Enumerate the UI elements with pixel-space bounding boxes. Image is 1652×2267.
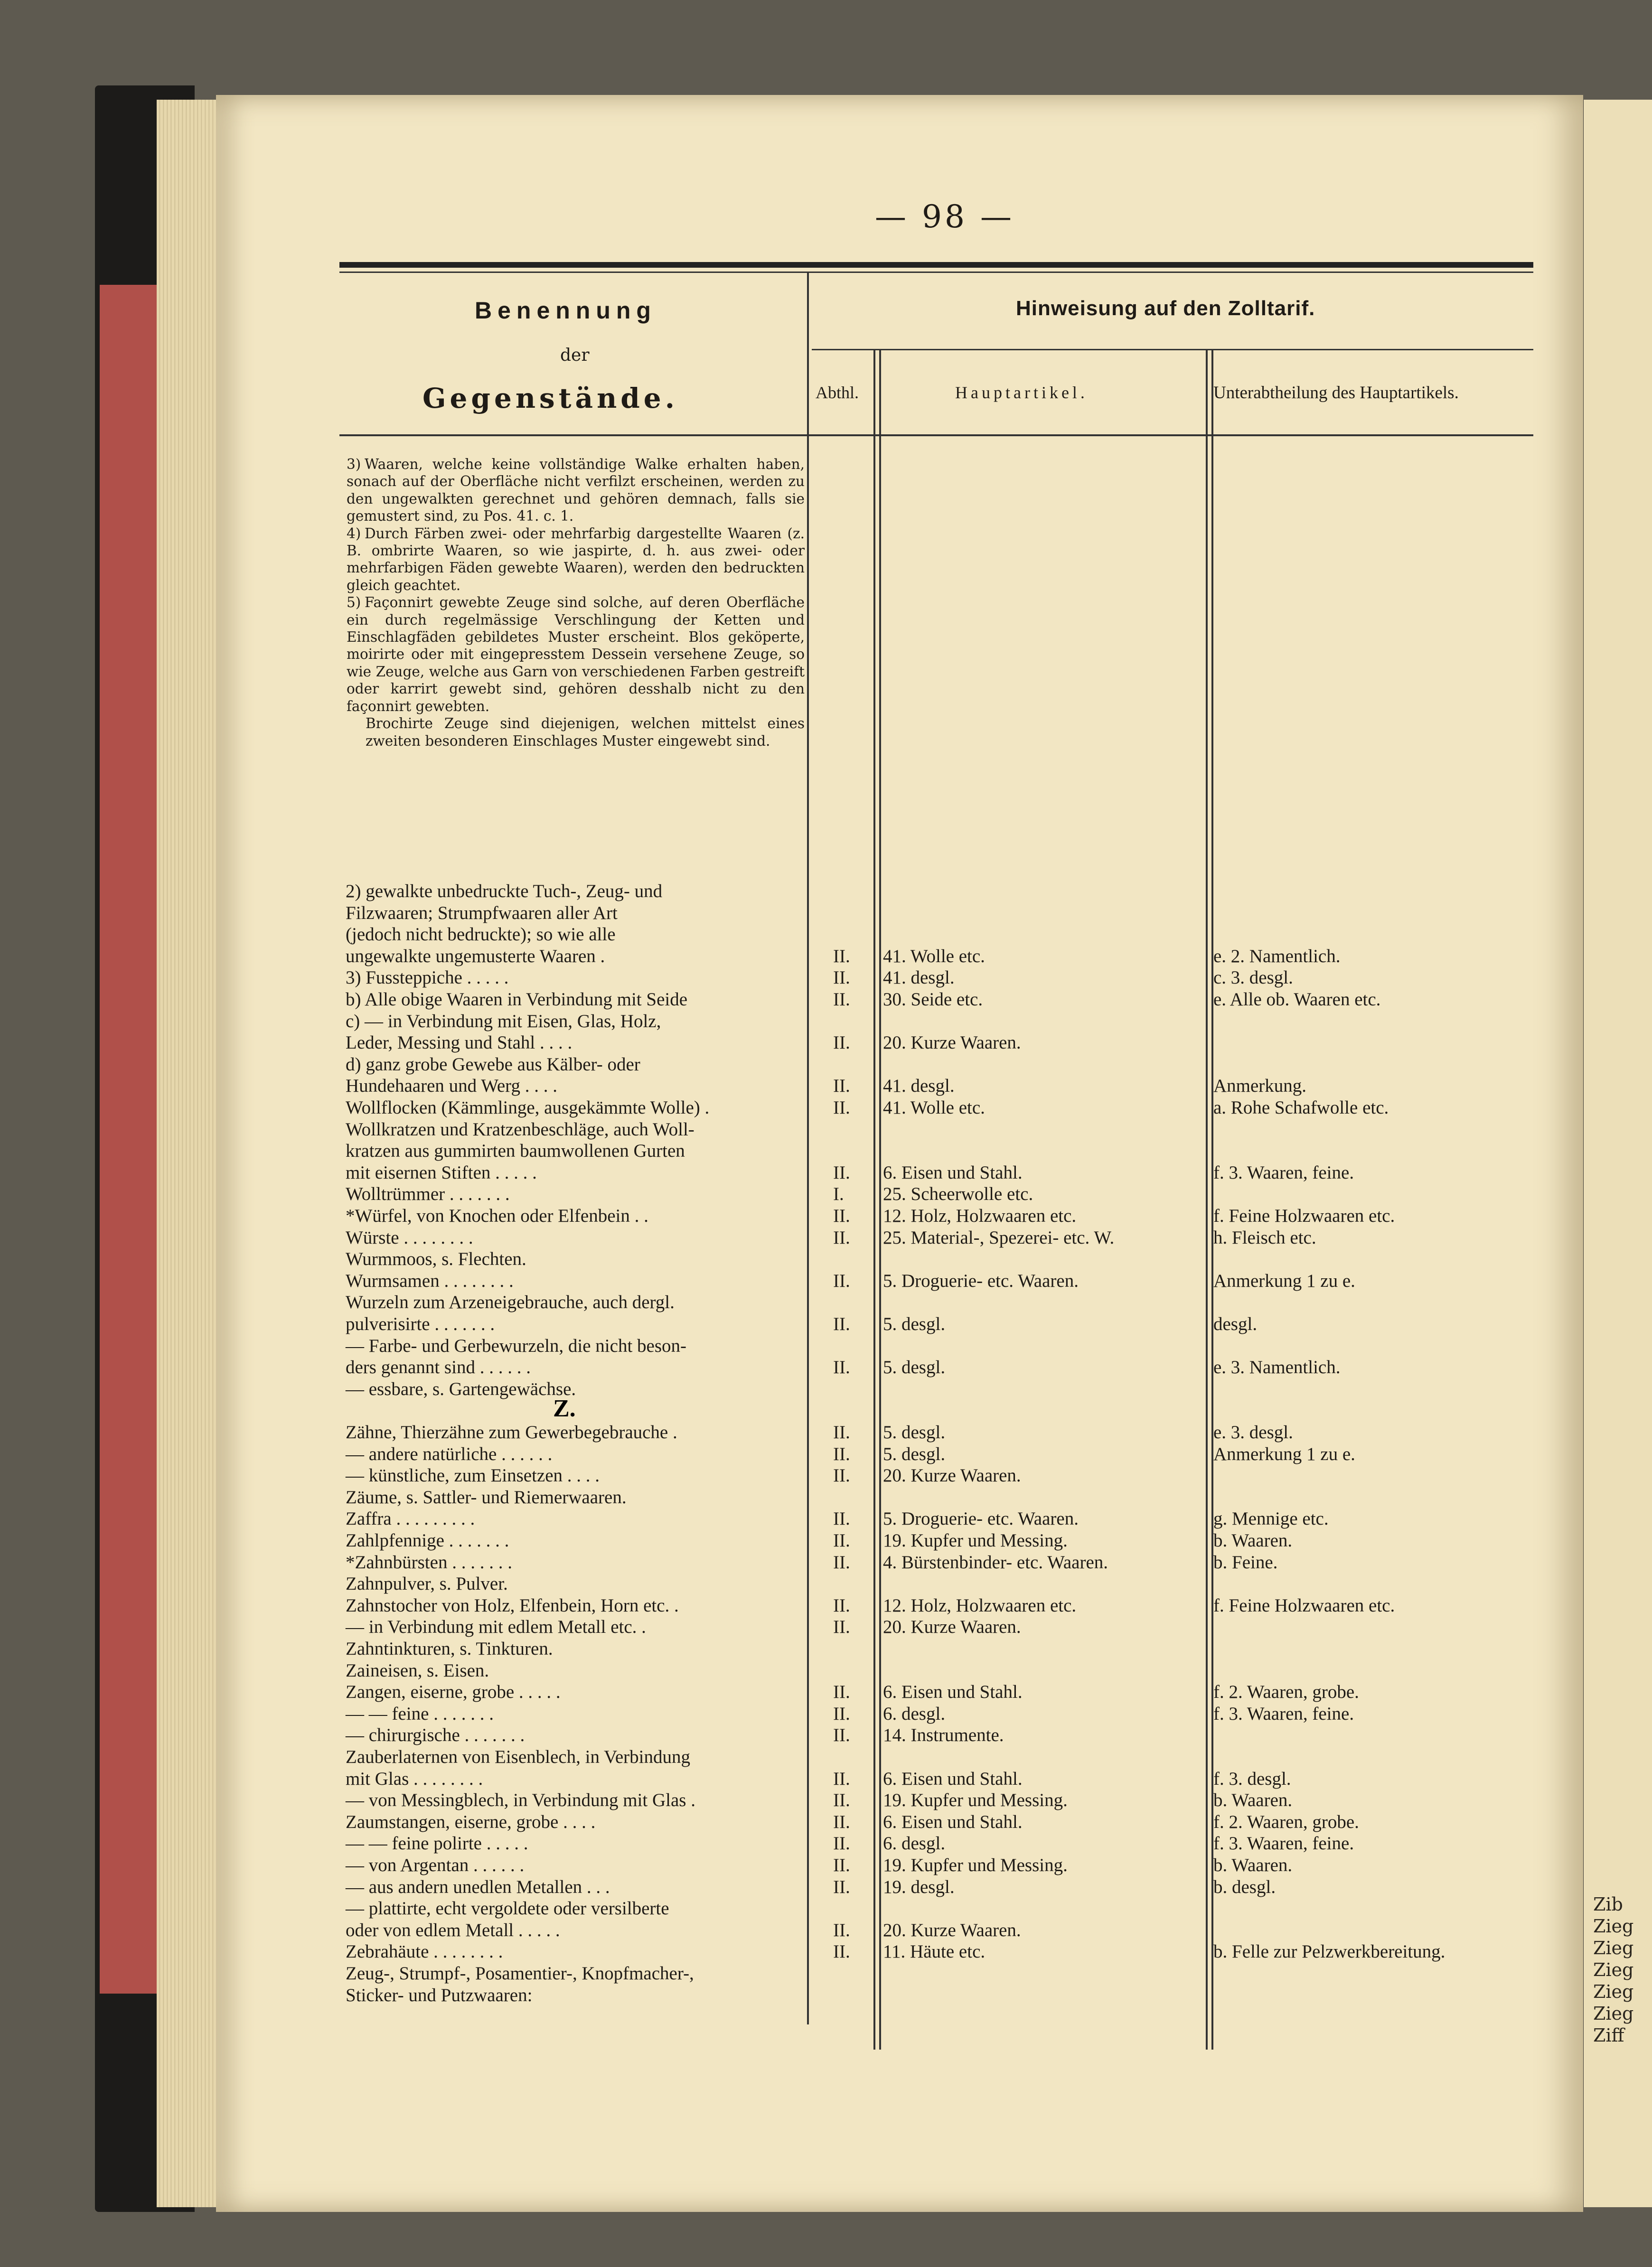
entry-hauptartikel: 19. Kupfer und Messing. (883, 1855, 1068, 1875)
entry-hauptartikel: 20. Kurze Waaren. (883, 1032, 1021, 1053)
next-page-fragment: Zib (1593, 1894, 1623, 1915)
next-page-fragment: Zieg (1593, 2003, 1634, 2024)
entry-unterabtheilung: e. 3. Namentlich. (1213, 1357, 1341, 1378)
table-row (0, 1876, 1652, 1897)
entry-hauptartikel: 5. Droguerie- etc. Waaren. (883, 1270, 1079, 1291)
note-brochirt: Brochirte Zeuge sind diejenigen, welchen mittelst eines zweiten besonderen Einschlages Muster eingewebt sind. (366, 715, 805, 749)
entry-hauptartikel: 30. Seide etc. (883, 989, 983, 1010)
header-gegenstaende: Gegenstände. (422, 382, 678, 414)
table-row (0, 1270, 1652, 1291)
entry-hauptartikel: 19. Kupfer und Messing. (883, 1530, 1068, 1551)
entry-name: — von Messingblech, in Verbindung mit Glas . (346, 1790, 695, 1811)
table-row (0, 989, 1652, 1010)
next-page-fragment: Zieg (1593, 1959, 1634, 1980)
table-row (0, 1378, 1652, 1399)
entry-abtheilung: II. (833, 1811, 850, 1832)
table-row (0, 1681, 1652, 1702)
entry-name: — aus andern unedlen Metallen . . . (346, 1876, 610, 1897)
table-row (0, 1292, 1652, 1312)
entry-name: Zähne, Thierzähne zum Gewerbegebrauche . (346, 1422, 677, 1443)
entry-abtheilung: II. (833, 1314, 850, 1334)
table-row (0, 1833, 1652, 1854)
entry-hauptartikel: 19. desgl. (883, 1876, 955, 1897)
next-page-fragment: Ziff (1593, 2025, 1624, 2046)
entry-name: Wurmmoos, s. Flechten. (346, 1249, 526, 1270)
table-row (0, 1183, 1652, 1204)
entry-hauptartikel: 6. Eisen und Stahl. (883, 1811, 1023, 1832)
table-row (0, 1530, 1652, 1551)
entry-name: Zaineisen, s. Eisen. (346, 1660, 489, 1681)
entry-abtheilung: II. (833, 1790, 850, 1811)
entry-abtheilung: II. (833, 1162, 850, 1183)
entry-abtheilung: II. (833, 1941, 850, 1962)
note-5: 5) Façonnirt gewebte Zeuge sind solche, auf deren Oberfläche ein durch regelmässige Verschlingung der Ketten und Einschlagfäden gebildetes Muster erscheint. Blos geköperte, moirirte oder mit eingepresstem Dessein versehene Zeuge, so wie Zeuge, welche aus Garn von verschiedenen Farben gestreift oder karrirt gewebt sind, gehören desshalb nicht zu den façonnirt gewebten. (347, 594, 805, 714)
entry-abtheilung: II. (833, 967, 850, 988)
entry-name: Zahlpfennige . . . . . . . (346, 1530, 509, 1551)
table-row (0, 1920, 1652, 1940)
col-header-abthl: Abthl. (816, 383, 859, 402)
notes-block (347, 456, 805, 749)
header-der: der (560, 346, 590, 365)
entry-name: Sticker- und Putzwaaren: (346, 1985, 533, 2005)
table-row (0, 1140, 1652, 1161)
table-row (0, 1963, 1652, 1984)
entry-name: Zangen, eiserne, grobe . . . . . (346, 1682, 561, 1703)
table-row (0, 1855, 1652, 1875)
entry-abtheilung: II. (833, 1097, 850, 1118)
entry-unterabtheilung: b. Feine. (1213, 1552, 1278, 1573)
table-row (0, 1357, 1652, 1377)
entry-name: Leder, Messing und Stahl . . . . (346, 1032, 573, 1053)
entry-name: Zebrahäute . . . . . . . . (346, 1941, 503, 1962)
entry-unterabtheilung: b. desgl. (1213, 1876, 1276, 1897)
entry-name: Filzwaaren; Strumpfwaaren aller Art (346, 902, 618, 923)
entry-name: — in Verbindung mit edlem Metall etc. . (346, 1617, 646, 1638)
entry-name: — von Argentan . . . . . . (346, 1855, 525, 1875)
entry-name: Hundehaaren und Werg . . . . (346, 1076, 557, 1096)
table-row (0, 1985, 1652, 2005)
entry-hauptartikel: 6. Eisen und Stahl. (883, 1768, 1023, 1789)
entry-name: Zeug-, Strumpf-, Posamentier-, Knopfmacher-, (346, 1963, 694, 1984)
entry-name: pulverisirte . . . . . . . (346, 1314, 495, 1334)
entry-unterabtheilung: f. Feine Holzwaaren etc. (1213, 1595, 1395, 1616)
entry-unterabtheilung: f. Feine Holzwaaren etc. (1213, 1206, 1395, 1226)
table-row (0, 1703, 1652, 1724)
table-row (0, 1941, 1652, 1962)
col-header-unterabtheilung: Unterabtheilung des Hauptartikels. (1213, 383, 1459, 403)
entry-name: Wolltrümmer . . . . . . . (346, 1184, 510, 1205)
entry-hauptartikel: 5. desgl. (883, 1443, 946, 1464)
table-row (0, 1638, 1652, 1659)
table-row (0, 1227, 1652, 1248)
entry-unterabtheilung: f. 2. Waaren, grobe. (1213, 1811, 1359, 1832)
entry-hauptartikel: 41. desgl. (883, 967, 955, 988)
entry-unterabtheilung: b. Waaren. (1213, 1855, 1293, 1875)
entry-name: Wurzeln zum Arzeneigebrauche, auch dergl. (346, 1292, 675, 1313)
entry-hauptartikel: 19. Kupfer und Messing. (883, 1790, 1068, 1811)
entry-abtheilung: II. (833, 1552, 850, 1573)
entry-unterabtheilung: b. Felle zur Pelzwerkbereitung. (1213, 1941, 1446, 1962)
table-row (0, 1487, 1652, 1508)
entry-unterabtheilung: f. 3. Waaren, feine. (1213, 1703, 1354, 1724)
entry-unterabtheilung: f. 2. Waaren, grobe. (1213, 1682, 1359, 1703)
entry-abtheilung: II. (833, 1443, 850, 1464)
table-row (0, 1097, 1652, 1118)
table-row (0, 1724, 1652, 1745)
entry-name: Zahntinkturen, s. Tinkturen. (346, 1639, 553, 1659)
table-row (0, 1789, 1652, 1810)
table-row (0, 1898, 1652, 1919)
entry-name: mit Glas . . . . . . . . (346, 1768, 483, 1789)
entry-unterabtheilung: b. Waaren. (1213, 1790, 1293, 1811)
entry-abtheilung: II. (833, 1422, 850, 1443)
entry-abtheilung: II. (833, 1206, 850, 1226)
entry-abtheilung: II. (833, 1465, 850, 1486)
entry-abtheilung: II. (833, 1530, 850, 1551)
entry-name: ungewalkte ungemusterte Waaren . (346, 946, 605, 966)
entry-name: 2) gewalkte unbedruckte Tuch-, Zeug- und (346, 881, 663, 901)
entry-abtheilung: II. (833, 1768, 850, 1789)
entry-abtheilung: II. (833, 946, 850, 966)
table-row (0, 1422, 1652, 1443)
entry-abtheilung: II. (833, 1595, 850, 1616)
entry-hauptartikel: 25. Material-, Spezerei- etc. W. (883, 1227, 1115, 1248)
table-row (0, 1400, 1652, 1421)
note-4: 4) Durch Färben zwei- oder mehrfarbig dargestellte Waaren (z. B. ombrirte Waaren, so wie jaspirte, d. h. aus zwei- oder mehrfarbigen Fäden gewebte Waaren), werden den bedruckten gleich geachtet. (347, 525, 805, 593)
header-second-rule (339, 272, 1533, 273)
entry-hauptartikel: 41. desgl. (883, 1076, 955, 1096)
entry-name: mit eisernen Stiften . . . . . (346, 1162, 537, 1183)
entry-abtheilung: II. (833, 1270, 850, 1291)
entry-abtheilung: I. (833, 1184, 844, 1205)
entry-hauptartikel: 11. Häute etc. (883, 1941, 986, 1962)
table-row (0, 1335, 1652, 1356)
entry-abtheilung: II. (833, 1703, 850, 1724)
entry-unterabtheilung: Anmerkung 1 zu e. (1213, 1443, 1355, 1464)
entry-name: Zahnpulver, s. Pulver. (346, 1574, 508, 1594)
entry-hauptartikel: 20. Kurze Waaren. (883, 1617, 1021, 1638)
entry-abtheilung: II. (833, 1076, 850, 1096)
entry-hauptartikel: 14. Instrumente. (883, 1725, 1004, 1746)
header-top-rule (339, 262, 1533, 268)
table-row (0, 902, 1652, 923)
entry-name: oder von edlem Metall . . . . . (346, 1920, 560, 1940)
entry-name: *Würfel, von Knochen oder Elfenbein . . (346, 1206, 648, 1226)
entry-name: d) ganz grobe Gewebe aus Kälber- oder (346, 1054, 640, 1075)
entry-abtheilung: II. (833, 1876, 850, 1897)
entry-name: — essbare, s. Gartengewächse. (346, 1378, 576, 1399)
entry-name: Würste . . . . . . . . (346, 1227, 473, 1248)
entry-name: — künstliche, zum Einsetzen . . . . (346, 1465, 600, 1486)
entry-hauptartikel: 41. Wolle etc. (883, 946, 985, 966)
entry-unterabtheilung: c. 3. desgl. (1213, 967, 1293, 988)
entry-abtheilung: II. (833, 1725, 850, 1746)
entry-hauptartikel: 20. Kurze Waaren. (883, 1465, 1021, 1486)
entry-name: 3) Fussteppiche . . . . . (346, 967, 509, 988)
entry-unterabtheilung: e. Alle ob. Waaren etc. (1213, 989, 1381, 1010)
table-row (0, 946, 1652, 966)
table-row (0, 1508, 1652, 1529)
table-row (0, 1811, 1652, 1832)
entry-name: Zahnstocher von Holz, Elfenbein, Horn etc. . (346, 1595, 679, 1616)
note-3: 3) Waaren, welche keine vollständige Walke erhalten haben, sonach auf der Oberfläche nicht verfilzt erscheinen, werden zu den ungewalkten gerechnet und gehören demnach, falls sie gemustert sind, zu Pos. 41. c. 1. (347, 456, 805, 525)
entry-hauptartikel: 6. Eisen und Stahl. (883, 1682, 1023, 1703)
entry-name: Zaumstangen, eiserne, grobe . . . . (346, 1811, 596, 1832)
table-row (0, 881, 1652, 901)
entry-hauptartikel: 12. Holz, Holzwaaren etc. (883, 1595, 1077, 1616)
entry-unterabtheilung: f. 3. Waaren, feine. (1213, 1833, 1354, 1854)
entry-hauptartikel: 6. desgl. (883, 1703, 946, 1724)
entry-unterabtheilung: a. Rohe Schafwolle etc. (1213, 1097, 1389, 1118)
entry-hauptartikel: 41. Wolle etc. (883, 1097, 985, 1118)
table-row (0, 924, 1652, 945)
table-row (0, 1595, 1652, 1616)
entry-name: b) Alle obige Waaren in Verbindung mit Seide (346, 989, 688, 1010)
table-row (0, 1443, 1652, 1464)
col-header-hauptartikel: Hauptartikel. (955, 383, 1088, 402)
entry-unterabtheilung: Anmerkung 1 zu e. (1213, 1270, 1355, 1291)
subheader-rule (812, 349, 1533, 350)
entry-hauptartikel: 5. desgl. (883, 1314, 946, 1334)
next-page-fragment: Zieg (1593, 1916, 1634, 1937)
table-row (0, 1313, 1652, 1334)
table-row (0, 1205, 1652, 1226)
entry-unterabtheilung: desgl. (1213, 1314, 1258, 1334)
entry-abtheilung: II. (833, 1227, 850, 1248)
entry-name: *Zahnbürsten . . . . . . . (346, 1552, 512, 1573)
entry-abtheilung: II. (833, 1920, 850, 1940)
entry-hauptartikel: 5. Droguerie- etc. Waaren. (883, 1508, 1079, 1529)
entry-unterabtheilung: f. 3. desgl. (1213, 1768, 1291, 1789)
entry-hauptartikel: 5. desgl. (883, 1422, 946, 1443)
entry-hauptartikel: 6. desgl. (883, 1833, 946, 1854)
table-row (0, 1573, 1652, 1594)
entry-unterabtheilung: g. Mennige etc. (1213, 1508, 1329, 1529)
table-row (0, 967, 1652, 988)
entry-hauptartikel: 5. desgl. (883, 1357, 946, 1378)
table-row (0, 1768, 1652, 1789)
entry-name: Wollkratzen und Kratzenbeschläge, auch Woll- (346, 1119, 695, 1140)
header-hinweisung: Hinweisung auf den Zolltarif. (1016, 297, 1315, 320)
table-row (0, 1616, 1652, 1637)
next-page-fragment: Zieg (1593, 1981, 1634, 2002)
entry-abtheilung: II. (833, 1682, 850, 1703)
entry-name: (jedoch nicht bedruckte); so wie alle (346, 924, 616, 945)
entry-unterabtheilung: e. 3. desgl. (1213, 1422, 1293, 1443)
entry-unterabtheilung: Anmerkung. (1213, 1076, 1307, 1096)
page-number: — 98 — (875, 198, 1014, 235)
entry-name: — chirurgische . . . . . . . (346, 1725, 525, 1746)
table-row (0, 1032, 1652, 1053)
entry-name: — andere natürliche . . . . . . (346, 1443, 553, 1464)
table-row (0, 1075, 1652, 1096)
table-row (0, 1465, 1652, 1486)
entry-abtheilung: II. (833, 989, 850, 1010)
entry-name: ders genannt sind . . . . . . (346, 1357, 531, 1378)
table-row (0, 1552, 1652, 1573)
entry-name: Wurmsamen . . . . . . . . (346, 1270, 514, 1291)
entry-abtheilung: II. (833, 1508, 850, 1529)
entry-name: — — feine polirte . . . . . (346, 1833, 528, 1854)
table-row (0, 1119, 1652, 1140)
entry-unterabtheilung: f. 3. Waaren, feine. (1213, 1162, 1354, 1183)
entry-unterabtheilung: e. 2. Namentlich. (1213, 946, 1341, 966)
table-row (0, 1162, 1652, 1183)
entry-unterabtheilung: h. Fleisch etc. (1213, 1227, 1316, 1248)
entry-hauptartikel: 25. Scheerwolle etc. (883, 1184, 1033, 1205)
entry-abtheilung: II. (833, 1855, 850, 1875)
entry-abtheilung: II. (833, 1032, 850, 1053)
entry-name: — — feine . . . . . . . (346, 1703, 494, 1724)
entry-name: Zaffra . . . . . . . . . (346, 1508, 475, 1529)
entry-hauptartikel: 4. Bürstenbinder- etc. Waaren. (883, 1552, 1108, 1573)
entry-name: c) — in Verbindung mit Eisen, Glas, Holz, (346, 1011, 661, 1031)
header-bottom-rule (339, 434, 1533, 436)
entry-hauptartikel: 12. Holz, Holzwaaren etc. (883, 1206, 1077, 1226)
entry-name: Zauberlaternen von Eisenblech, in Verbindung (346, 1747, 690, 1767)
table-row (0, 1248, 1652, 1269)
table-row (0, 1660, 1652, 1681)
entry-name: — Farbe- und Gerbewurzeln, die nicht beson- (346, 1335, 687, 1356)
entry-name: kratzen aus gummirten baumwollenen Gurten (346, 1141, 685, 1162)
section-heading-z: Z. (553, 1395, 576, 1422)
entry-unterabtheilung: b. Waaren. (1213, 1530, 1293, 1551)
table-row (0, 1011, 1652, 1031)
entry-name: — plattirte, echt vergoldete oder versilberte (346, 1898, 669, 1919)
entry-abtheilung: II. (833, 1357, 850, 1378)
table-row (0, 1054, 1652, 1075)
header-benennung: Benennung (475, 297, 657, 324)
entry-abtheilung: II. (833, 1617, 850, 1638)
entry-name: Zäume, s. Sattler- und Riemerwaaren. (346, 1487, 627, 1508)
entry-hauptartikel: 6. Eisen und Stahl. (883, 1162, 1023, 1183)
entry-name: Wollflocken (Kämmlinge, ausgekämmte Wolle) . (346, 1097, 710, 1118)
table-row (0, 1746, 1652, 1767)
next-page-fragment: Zieg (1593, 1938, 1634, 1958)
entry-hauptartikel: 20. Kurze Waaren. (883, 1920, 1021, 1940)
entry-abtheilung: II. (833, 1833, 850, 1854)
